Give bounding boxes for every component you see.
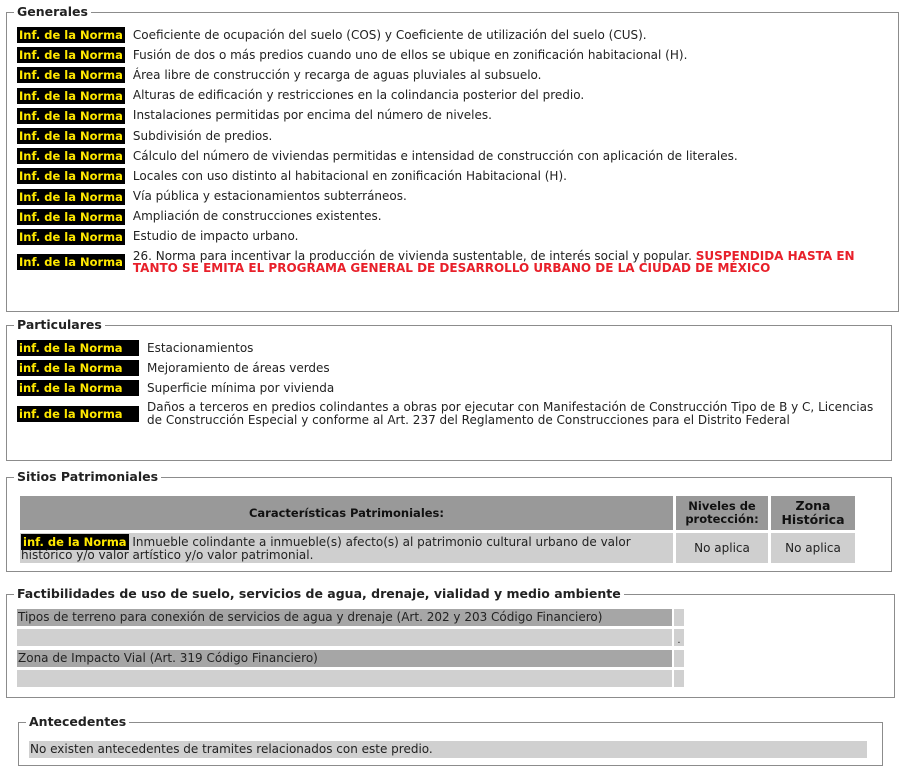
- particulares-legend: Particulares: [14, 317, 105, 333]
- norma-description: Estudio de impacto urbano.: [132, 229, 299, 244]
- norma-row: [17, 227, 890, 247]
- factibilidad-row-terreno: Tipos de terreno para conexión de servicios de agua y drenaje (Art. 202 y 203 Código Financiero): [17, 609, 672, 626]
- norma-description: Fusión de dos o más predios cuando uno de ellos se ubique en zonificación habitacional (H).: [132, 47, 688, 62]
- norma-row: [17, 166, 890, 186]
- sitios-legend: Sitios Patrimoniales: [14, 469, 161, 485]
- generales-legend: Generales: [14, 4, 91, 20]
- factibilidad-side-cell: [674, 670, 684, 687]
- norma-description: Vía pública y estacionamientos subterráneos.: [132, 189, 407, 204]
- antecedentes-section: [18, 714, 883, 766]
- norma-info-link[interactable]: Inf. de la Norma: [19, 169, 123, 184]
- header-zona: Zona Histórica: [771, 496, 855, 530]
- norma-description: Estacionamientos: [147, 340, 254, 355]
- norma-row: [17, 378, 883, 398]
- norma-row: [17, 187, 890, 207]
- particulares-section: [6, 317, 892, 461]
- norma-description: Mejoramiento de áreas verdes: [147, 360, 330, 375]
- norma-info-link[interactable]: inf. de la Norma: [23, 534, 127, 549]
- norma-info-link[interactable]: inf. de la Norma: [17, 360, 139, 376]
- patrimonial-table: [17, 493, 858, 566]
- suspended-warning: SUSPENDIDA HASTA EN TANTO SE EMITA EL PROGRAMA GENERAL DE DESARROLLO URBANO DE LA CIUDAD DE MÉXICO: [132, 249, 855, 275]
- header-niveles: Niveles de protección:: [676, 496, 768, 530]
- factibilidad-side-cell: .: [674, 629, 684, 646]
- norma-row: [17, 338, 883, 358]
- norma-description: Alturas de edificación y restricciones en la colindancia posterior del predio.: [132, 88, 585, 103]
- factibilidades-legend: Factibilidades de uso de suelo, servicios de agua, drenaje, vialidad y medio ambiente: [14, 586, 624, 602]
- norma-row: [17, 65, 890, 85]
- norma-text: 26. Norma para incentivar la producción de vivienda sustentable, de interés social y popular.: [132, 249, 696, 263]
- norma-description: Subdivisión de predios.: [132, 128, 273, 143]
- norma-row: [17, 126, 890, 146]
- factibilidad-side-cell: [674, 609, 684, 626]
- particulares-list: [17, 338, 883, 427]
- norma-info-link[interactable]: Inf. de la Norma: [19, 189, 123, 204]
- norma-row: [17, 86, 890, 106]
- generales-list: [17, 25, 890, 247]
- factibilidades-section: [6, 586, 895, 698]
- norma-info-link[interactable]: Inf. de la Norma: [19, 229, 123, 244]
- norma-description: [133, 250, 890, 274]
- norma-info-link[interactable]: Inf. de la Norma: [19, 108, 123, 123]
- norma-info-link[interactable]: Inf. de la Norma: [19, 255, 123, 269]
- norma-description: Cálculo del número de viviendas permitidas e intensidad de construcción con aplicación de literales.: [132, 148, 738, 163]
- norma-row: [17, 401, 883, 427]
- norma-row: [17, 358, 883, 378]
- norma-info-link[interactable]: Inf. de la Norma: [19, 209, 123, 224]
- sitios-section: [6, 469, 892, 572]
- factibilidad-row-empty: [17, 670, 672, 687]
- antecedentes-text: No existen antecedentes de tramites relacionados con este predio.: [29, 741, 867, 758]
- norma-row: [17, 45, 890, 65]
- patrimonial-row-desc: [20, 533, 673, 563]
- niveles-value: No aplica: [676, 533, 768, 563]
- factibilidad-row-vial: Zona de Impacto Vial (Art. 319 Código Financiero): [17, 650, 672, 667]
- norma-description: Daños a terceros en predios colindantes a obras por ejecutar con Manifestación de Construcción Tipo de B y C, Licencias de Construcción Especial y conforme al Art. 237 del Reglamento de Construcciones para el Distrito Federal: [147, 399, 874, 427]
- norma-info-link[interactable]: Inf. de la Norma: [19, 88, 123, 103]
- norma-description: Instalaciones permitidas por encima del número de niveles.: [132, 108, 492, 123]
- norma-description: Área libre de construcción y recarga de aguas pluviales al subsuelo.: [132, 67, 542, 82]
- norma-description: Locales con uso distinto al habitacional en zonificación Habitacional (H).: [132, 168, 567, 183]
- norma-info-link[interactable]: Inf. de la Norma: [19, 149, 123, 164]
- norma-row: [17, 207, 890, 227]
- norma-info-link[interactable]: Inf. de la Norma: [19, 48, 123, 63]
- antecedentes-legend: Antecedentes: [26, 714, 129, 730]
- norma-description: Ampliación de construcciones existentes.: [132, 209, 382, 224]
- norma-row: [17, 25, 890, 45]
- norma-info-link[interactable]: Inf. de la Norma: [19, 129, 123, 144]
- norma-info-link[interactable]: inf. de la Norma: [17, 340, 139, 356]
- norma-info-link[interactable]: inf. de la Norma: [17, 380, 139, 396]
- generales-last-row: [17, 250, 890, 274]
- zona-value: No aplica: [771, 533, 855, 563]
- norma-row: [17, 106, 890, 126]
- header-caracteristicas: Características Patrimoniales:: [20, 496, 673, 530]
- norma-info-link[interactable]: inf. de la Norma: [17, 406, 139, 422]
- patrimonial-description: Inmueble colindante a inmueble(s) afecto(s) al patrimonio cultural urbano de valor histórico y/o valor artístico y/o valor patrimonial.: [21, 534, 631, 562]
- generales-section: [6, 4, 899, 312]
- norma-info-link[interactable]: Inf. de la Norma: [19, 28, 123, 43]
- norma-row: [17, 146, 890, 166]
- factibilidad-side-cell: [674, 650, 684, 667]
- norma-description: Coeficiente de ocupación del suelo (COS) y Coeficiente de utilización del suelo (CUS).: [132, 27, 647, 42]
- norma-info-link[interactable]: Inf. de la Norma: [19, 68, 123, 83]
- factibilidad-row-empty: [17, 629, 672, 646]
- norma-description: Superficie mínima por vivienda: [147, 380, 335, 395]
